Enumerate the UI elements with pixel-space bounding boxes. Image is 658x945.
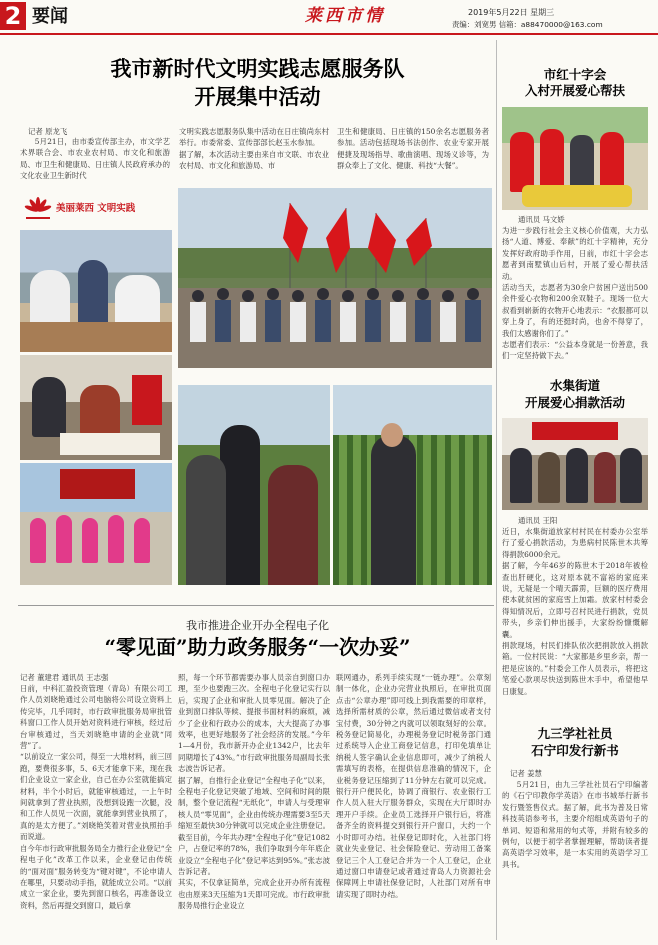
page-number-box [0, 2, 26, 30]
header-editor: 责编：刘宽男 信箱：a88470000@163.com [452, 20, 603, 29]
feature-col2: 照，每一个环节都需要办事人员亲自到窗口办理，至少也要跑三次。全程电子化登记实行以后，实现了企业和审批人员零见面。解决了企业到窗口排队等候、提报书面材料的麻烦，减少了企业和行政办公的成本，大大提高了办事效率，也更好地服务了社会经济的发展。”今年1—4月份，我市新开办企业1342户，比去年同期增长了43%。”市行政审批服务局副局长张志波告诉记者。 据了解，自推行企业登记“全程电子化”以来，全程电子化登记突破了地域、空间和时间的限制，整个登记流程“无纸化”，申请人与受理审核人员“零见面”，企业由传统办理需要3至5天缩短至最快30分钟就可以完成企业注册登记。截至目前，今年共办理“全程电子化”登记1082户，占登记率的78%，我们争取到今年年底企业设立“全程电子化”登记率达到95%。”张志波告诉记者。 其实，不仅拿证简单，完成企业开办所有流程也由原来3天压缩为1天即可完成。市行政审批服务局推行企业设立 [178, 673, 330, 911]
side1-body: 为进一步践行社会主义核心价值观，大力弘扬“人道、博爱、奉献”的红十字精神，充分发挥好政府助手作用，日前，市红十字会志愿者到南墅镇山后村，开展了爱心帮扶活动。 活动当天，志愿者为30余户贫困户送出500余件爱心衣物和200余双鞋子。现场一位大叔看到崭新的衣物开心地表示：“衣服都可以穿上身了，有的还挺时尚，也舍不得穿了，我们太感谢你们了。” 志愿者们表示：“公益本身就是一份善意，我们一定坚持做下去。” [502, 226, 648, 361]
side3-title-line1: 九三学社社员 [537, 726, 613, 741]
section-name: 要闻 [32, 6, 68, 27]
flower-logo-icon [22, 196, 54, 222]
side2-title-line2: 开展爱心捐款活动 [524, 395, 625, 410]
masthead: 莱西市情 [305, 6, 385, 26]
side1-title-line2: 入村开展爱心帮扶 [524, 83, 625, 98]
page-number: 2 [4, 2, 22, 30]
photo-medical-consultation [20, 230, 172, 352]
photo-crowd-flags [178, 188, 492, 368]
photo-field-guidance-right [333, 385, 492, 585]
feature-col1: 日前，中科汇盈投资管理（青岛）有限公司工作人员刘晓艳通过公司电脑将公司设立资料上传完毕，几乎同时，市行政审批服务局审批管科窗口工作人员开始对资料进行审核，经过后台审核通过，当天刘晓艳申请的企业就“同营”了。 “以前设立一家公司，得至一大堆材料，前三回跑，要费很多事，5、6天才能拿下来，现在我们企业设立一家企业，自己在办公室就能搞定材料，半个小时后，就能审核通过，一上午时间就拿到了营业执照，没想到设跑一次腿，没和工作人员见一次面，就能拿到营业执照了，真的是太方便了。”刘晓艳笑着对营业执照拍手而说道。 自今年市行政审批服务局全力推行企业登记“全程电子化”改革工作以来，企业登记由传统的“面对面”服务转变为“键对键”，不论申请人在哪里，只要动动手指，就能成立公司。“以前成立一家企业，要先到窗口核名，再准备设立资料，然后再提交到窗口，最后拿 [20, 684, 172, 910]
photo-red-cross-volunteers [502, 107, 648, 210]
feature-byline: 记者 董建君 通讯员 王志强 [20, 673, 109, 682]
red-flags-icon [178, 188, 492, 368]
side2-body: 近日，水集街道放家村村民在村委办公室举行了爱心捐款活动，为患病村民陈世木共筹得捐款6000余元。 据了解，今年46岁的陈世木于2018年被检查出肝硬化，这对原本就不富裕的家庭来说，无疑是一个晴天霹雳，巨额的医疗费用使本就贫困的家庭雪上加霜。放家村村委会得知情况后，立即号召村民进行捐款，党员带头，乡亲们伸出援手，大家纷纷慷慨解囊。 捐款现场，村民们排队依次把捐款放入捐款箱。一位村民说：“大家都是乡里乡亲，帮一把是应该的。”村委会工作人员表示，将把这笔爱心款项尽快送到陈世木手中，希望他早日康复。 [502, 527, 648, 696]
side2-byline: 通讯员 王阳 [518, 516, 558, 525]
side3-byline: 记者 姜慧 [510, 769, 542, 778]
photo-donation-event [502, 418, 648, 510]
lead-title-line1: 我市新时代文明实践志愿服务队 [110, 56, 405, 81]
logo-text: 美丽莱西 文明实践 [56, 203, 136, 214]
lead-title-line2: 开展集中活动 [194, 84, 321, 109]
feature-kicker: 我市推进企业开办全程电子化 [186, 619, 329, 632]
header-rule [0, 33, 658, 35]
lead-col1: 5月21日，由市委宣传部主办，市文学艺术界联合会、市农业农村局、市文化和旅游局、市卫生和健康局、日庄镇人民政府承办的文化农业卫生新时代 [20, 137, 170, 181]
header-date: 2019年5月22日 星期三 [468, 8, 555, 17]
column-divider [496, 600, 497, 940]
column-divider [496, 40, 497, 600]
feature-col3: 联网通办，系列手续实现“一链办理”。公章刻制一体化，企业办完营业执照后，在审批页面点击“公章办理”即可线上到我需要的印章样，选择所需材质的公章，然后通过微信或者支付宝付费，30分钟之内就可以领取刻好的公章。税务登记简易化，办理税务登记时税务部门通过系统导入企业工商登记信息，打印免填单让纳税人签字确认企业信息即可，减少了纳税人需填写的表格，在提供信息准确的情况下，企业税务登记压缩到了11分钟左右就可以完成。银行开户便民化，协调了商银行、农业银行工作人员入驻大厅服务群众，实现在大厅即时办理开户手续。企业员工选择开户银行后，将准备齐全的资料提交到银行开户窗口，大约一个小时即可办结。社保登记即时化，入社部门将就业失业登记、社会保险登记、劳动用工备案登记三个人工登记合并为一个人工登记，企业通过窗口申请登记或者通过青岛人力资源社会保障网上申请社保登记时，人社部门对所有申请实现了即时办结。 [336, 673, 491, 899]
feature-title: “零见面”助力政务服务“一次办妥” [104, 635, 411, 659]
side3-title-line2: 石宁印发行新书 [531, 743, 619, 758]
photo-calligraphy [20, 355, 172, 460]
side1-byline: 通讯员 马文娇 [518, 215, 565, 224]
section-divider [18, 605, 494, 606]
side3-body: 5月21日，由九三学社社员石宁印编著的《石宁印教你学英语》在市书城举行新书发行暨签售仪式。据了解，此书为普及日常科技英语参考书，主要介绍组成英语句子的单词、短语和常用的句式等，并附有较多的例句，以便于初学者掌握理解，帮助读者提高英语学习效率，是一本实用的英语学习工具书。 [502, 780, 648, 869]
lead-col2: 文明实践志愿服务队集中活动在日庄镇尚东村举行。市委常委、宣传部部长赵玉水参加。 据了解，本次活动主要由来自市文联、市农业农村局、市文化和旅游局、市 [179, 127, 329, 171]
civilization-logo [22, 196, 172, 224]
lead-col3: 卫生和健康局、日庄镇的150余名志愿服务者参加。活动包括现场书法创作、农业专家开展便捷及现场指导、歌曲演唱、现场义诊等，为群众奉上了文化、健康、科技“大餐”。 [337, 127, 489, 171]
lead-byline: 记者 原龙飞 [28, 127, 68, 136]
side2-title-line1: 水集街道 [549, 378, 600, 393]
side1-title-line1: 市红十字会 [543, 67, 607, 82]
photo-field-guidance-left [178, 385, 330, 585]
photo-dance-performance [20, 463, 172, 585]
